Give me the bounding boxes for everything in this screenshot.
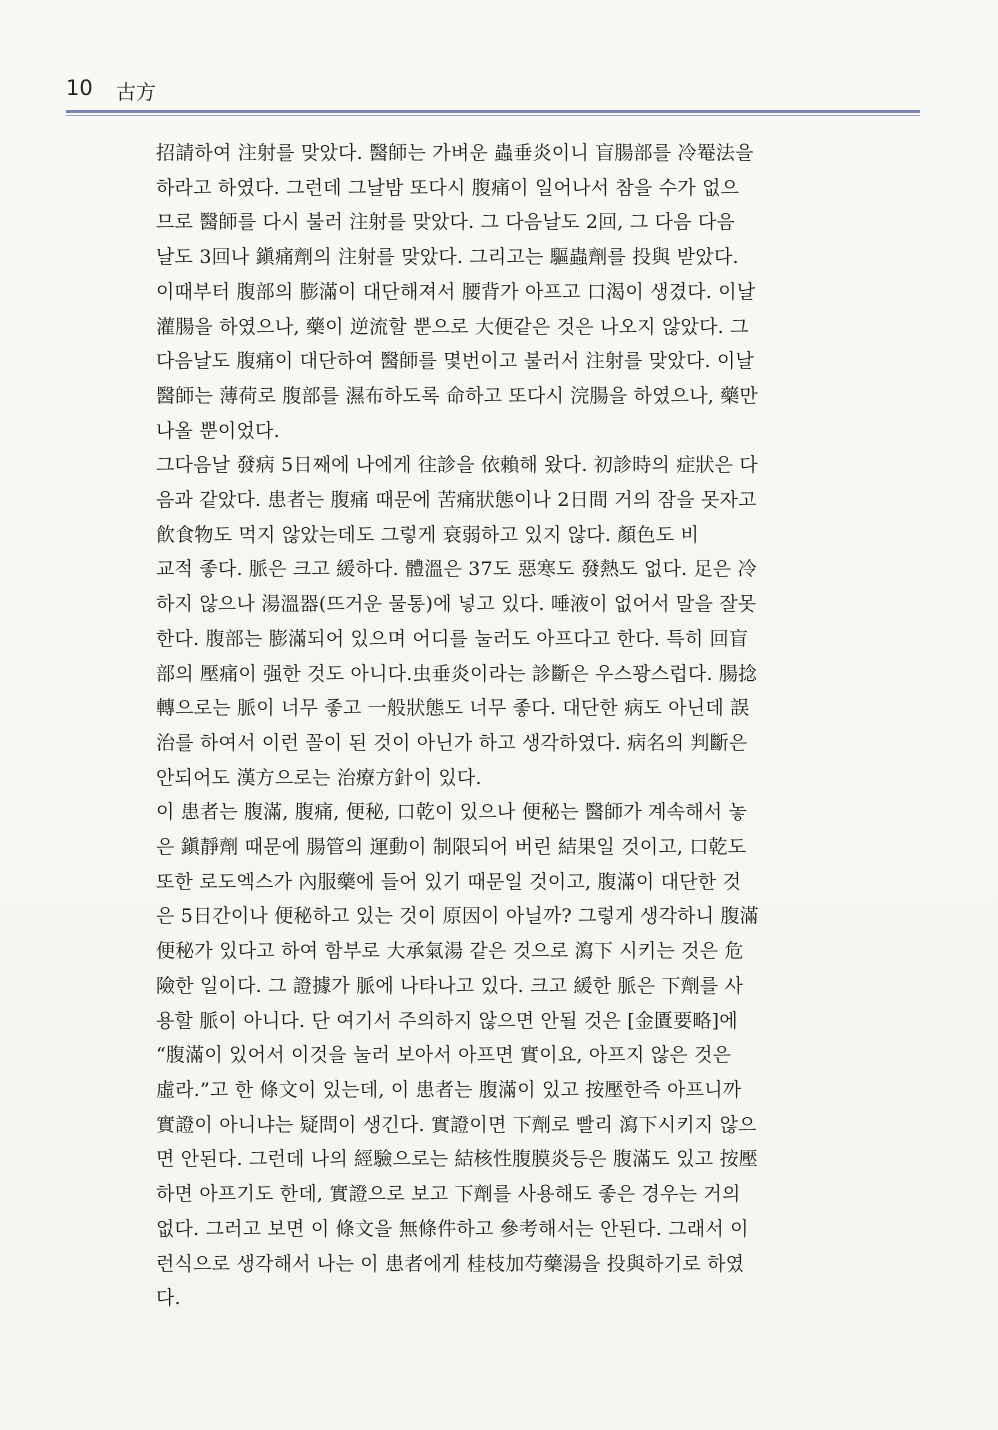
text-line: 므로 醫師를 다시 불러 注射를 맞았다. 그 다음날도 2回, 그 다음 다음 [156, 211, 736, 234]
text-line: 이 患者는 腹滿, 腹痛, 便秘, 口乾이 있으나 便秘는 醫師가 계속해서 놓 [156, 801, 748, 824]
text-line: 部의 壓痛이 强한 것도 아니다.虫垂炎이라는 診斷은 우스꽝스럽다. 腸捻 [156, 662, 758, 685]
text-line: 虛라.”고 한 條文이 있는데, 이 患者는 腹滿이 있고 按壓한즉 아프니까 [156, 1078, 742, 1101]
page-header [66, 70, 920, 114]
text-line: 便秘가 있다고 하여 함부로 大承氣湯 같은 것으로 瀉下 시키는 것은 危 [156, 940, 744, 963]
text-line: 轉으로는 脈이 너무 좋고 一般狀態도 너무 좋다. 대단한 病도 아닌데 誤 [156, 697, 750, 720]
text-line: 없다. 그러고 보면 이 條文을 無條件하고 參考해서는 안된다. 그래서 이 [156, 1217, 749, 1240]
text-line: 날도 3回나 鎭痛劑의 注射를 맞았다. 그리고는 驅蟲劑를 投與 받았다. [156, 246, 739, 269]
text-line: 招請하여 注射를 맞았다. 醫師는 가벼운 蟲垂炎이니 盲腸部를 冷罨法을 [156, 142, 754, 164]
text-line: 면 안된다. 그런데 나의 經驗으로는 結核性腹膜炎등은 腹滿도 있고 按壓 [156, 1148, 758, 1171]
paragraph-4 [156, 795, 916, 1316]
text-line: 하라고 하였다. 그런데 그날밤 또다시 腹痛이 일어나서 참을 수가 없으 [156, 176, 740, 199]
text-line: 治를 하여서 이런 꼴이 된 것이 아닌가 하고 생각하였다. 病名의 判斷은 [156, 731, 748, 754]
text-line: 한다. 腹部는 膨滿되어 있으며 어디를 눌러도 아프다고 한다. 특히 回盲 [156, 627, 749, 650]
header-rule-thin [66, 115, 920, 116]
text-line: 飮食物도 먹지 않았는데도 그렇게 衰弱하고 있지 않다. 顏色도 비 [156, 523, 700, 546]
text-line: 런식으로 생각해서 나는 이 患者에게 桂枝加芍藥湯을 投與하기로 하였 [156, 1252, 745, 1275]
running-title: 古方 [116, 80, 156, 104]
text-line: 또한 로도엑스가 內服藥에 들어 있기 때문일 것이고, 腹滿이 대단한 것 [156, 870, 742, 893]
text-line: 다. [156, 1287, 181, 1310]
body-text [156, 136, 916, 1316]
text-line: 은 5日간이나 便秘하고 있는 것이 原因이 아닐까? 그렇게 생각하니 腹滿 [156, 905, 759, 928]
paragraph-3 [156, 448, 916, 795]
text-line: 나올 뿐이었다. [156, 419, 280, 442]
text-line: 은 鎭靜劑 때문에 腸管의 運動이 制限되어 버린 結果일 것이고, 口乾도 [156, 836, 747, 859]
paragraph-2 [156, 275, 916, 449]
paragraph-1 [156, 136, 916, 275]
text-line: 안되어도 漢方으로는 治療方針이 있다. [156, 766, 482, 789]
text-line: 하면 아프기도 한데, 實證으로 보고 下劑를 사용해도 좋은 경우는 거의 [156, 1183, 741, 1206]
text-line: 이때부터 腹部의 膨滿이 대단해져서 腰背가 아프고 口渴이 생겼다. 이날 [156, 280, 756, 303]
text-line: 險한 일이다. 그 證據가 脈에 나타나고 있다. 크고 緩한 脈은 下劑를 사 [156, 974, 744, 997]
text-line: 교적 좋다. 脈은 크고 緩하다. 體溫은 37도 惡寒도 發熱도 없다. 足은 冷 [156, 558, 757, 581]
text-line: 醫師는 薄荷로 腹部를 濕布하도록 命하고 또다시 浣腸을 하였으나, 藥만 [156, 384, 758, 407]
header-rule [66, 110, 920, 113]
text-line: 용할 脈이 아니다. 단 여기서 주의하지 않으면 안될 것은 [金匱要略]에 [156, 1009, 738, 1032]
text-line: 灌腸을 하였으나, 藥이 逆流할 뿐으로 大便같은 것은 나오지 않았다. 그 [156, 315, 749, 338]
page-number: 10 [66, 76, 93, 100]
text-line: 하지 않으나 湯溫器(뜨거운 물통)에 넣고 있다. 唾液이 없어서 말을 잘못 [156, 593, 757, 616]
text-line: 實證이 아니냐는 疑問이 생긴다. 實證이면 下劑로 빨리 瀉下시키지 않으 [156, 1113, 757, 1136]
text-line: 그다음날 發病 5日째에 나에게 往診을 依賴해 왔다. 初診時의 症狀은 다 [156, 454, 758, 477]
text-line: “腹滿이 있어서 이것을 눌러 보아서 아프면 實이요, 아프지 않은 것은 [156, 1044, 732, 1067]
text-line: 다음날도 腹痛이 대단하여 醫師를 몇번이고 불러서 注射를 맞았다. 이날 [156, 350, 755, 373]
text-line: 음과 같았다. 患者는 腹痛 때문에 苦痛狀態이나 2日間 거의 잠을 못자고 [156, 489, 757, 512]
